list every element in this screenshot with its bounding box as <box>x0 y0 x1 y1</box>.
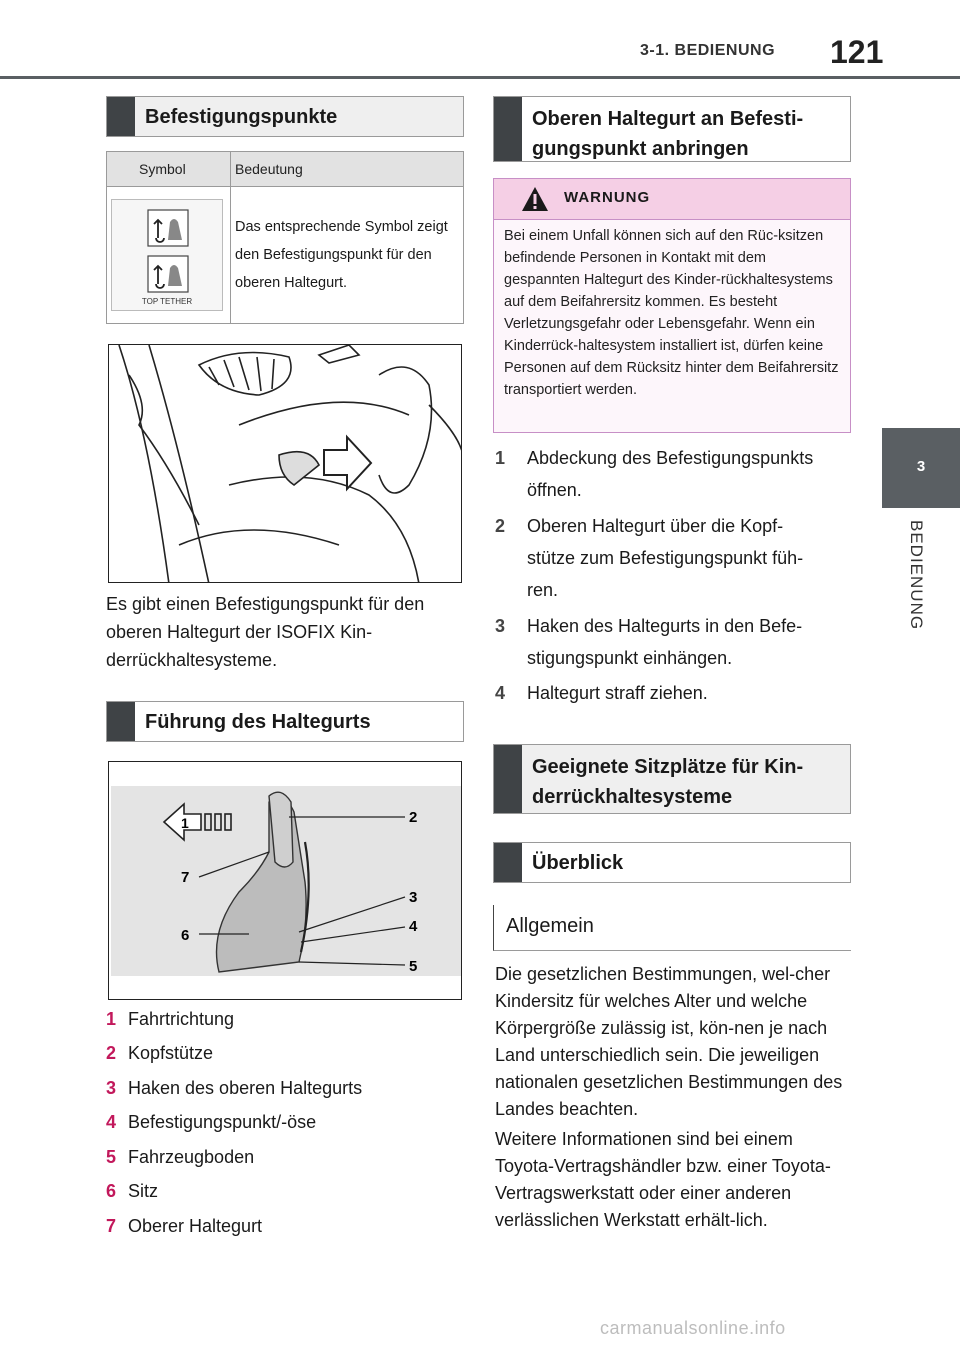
heading-text: Geeignete Sitzplätze für Kin-derrückhaltesysteme <box>532 756 804 808</box>
top-tether-caption: TOP TETHER <box>141 297 193 306</box>
subheading-text: Allgemein <box>506 915 594 937</box>
meaning-cell: Das entsprechende Symbol zeigt den Befestigungspunkt für den oberen Haltegurt. <box>231 187 464 324</box>
dealer-paragraph: Weitere Informationen sind bei einem Toyota-Vertragshändler bzw. einer Toyota-Vertragswerkstatt oder einer anderen verlässlichen Werkstatt erhält-lich. <box>495 1129 831 1230</box>
figure-label-7: 7 <box>181 869 190 886</box>
heading-text: Befestigungspunkte <box>145 106 338 128</box>
heading-bar <box>494 843 522 882</box>
warning-box <box>493 178 851 433</box>
step-item: 1 Abdeckung des Befestigungspunkts öffnen. <box>495 448 814 500</box>
figure-label-5: 5 <box>409 958 418 975</box>
step-item: 3 Haken des Haltegurts in den Befe- stigungspunkt einhängen. <box>495 616 803 668</box>
header-rule <box>0 76 960 79</box>
warning-text: Bei einem Unfall können sich auf den Rüc-ksitzen befindende Personen in Kontakt mit dem gespannten Haltegurt des Kinder-rückhaltesystems auf dem Beifahrersitz kommen. Es besteht Verletzungsgefahr oder Lebensgefahr. Wenn ein Kinderrück-haltesystem installiert ist, dürfen keine Personen auf dem Rücksitz hinter dem Beifahrersitz transportiert werden. <box>504 228 839 398</box>
tether-routing-figure <box>108 761 462 1000</box>
legend-item: 3 Haken des oberen Haltegurts <box>106 1078 363 1098</box>
step-item: 4 Haltegurt straff ziehen. <box>495 683 708 703</box>
heading-text: Überblick <box>532 852 624 874</box>
warning-header <box>494 179 850 220</box>
heading-ueberblick <box>493 842 851 883</box>
heading-befestigungspunkte <box>106 96 464 137</box>
anchor-illustration <box>109 345 462 583</box>
symbol-table <box>106 151 464 324</box>
anchor-location-figure <box>108 344 462 583</box>
heading-bar <box>494 745 522 813</box>
chapter-tab: 3 <box>882 428 960 508</box>
heading-text: Führung des Haltegurts <box>145 711 371 733</box>
legend-item: 6 Sitz <box>106 1181 159 1201</box>
figure-label-1: 1 <box>181 815 189 831</box>
heading-bar <box>494 97 522 161</box>
page-number: 121 <box>830 34 884 70</box>
legend-item: 7 Oberer Haltegurt <box>106 1216 263 1236</box>
legend-item: 1 Fahrtrichtung <box>106 1009 235 1029</box>
legend-item: 2 Kopfstütze <box>106 1043 214 1063</box>
legend-item: 5 Fahrzeugboden <box>106 1147 255 1167</box>
heading-anbringen <box>493 96 851 162</box>
col-meaning: Bedeutung <box>231 152 464 187</box>
symbol-cell <box>107 187 231 324</box>
heading-sitzplaetze <box>493 744 851 814</box>
figure-label-4: 4 <box>409 918 418 935</box>
watermark: carmanualsonline.info <box>600 1318 786 1338</box>
section-title: 3-1. BEDIENUNG <box>640 42 776 59</box>
heading-bar <box>107 97 135 136</box>
heading-text: Oberen Haltegurt an Befesti-gungspunkt anbringen <box>532 108 804 160</box>
step-item: 2 Oberen Haltegurt über die Kopf- stütze zum Befestigungspunkt füh- ren. <box>495 516 804 600</box>
subheading-allgemein <box>493 905 851 951</box>
warning-triangle-icon <box>520 185 550 213</box>
seat-illustration <box>109 762 462 1000</box>
col-symbol: Symbol <box>107 152 231 187</box>
heading-fuehrung <box>106 701 464 742</box>
heading-bar <box>107 702 135 741</box>
figure-label-6: 6 <box>181 927 190 944</box>
warning-label: WARNUNG <box>564 189 651 206</box>
top-tether-symbol <box>111 199 223 311</box>
intro-paragraph: Es gibt einen Befestigungspunkt für den oberen Haltegurt der ISOFIX Kin-derrückhaltesysteme. <box>106 594 425 670</box>
figure-label-3: 3 <box>409 889 418 906</box>
figure-label-2: 2 <box>409 809 418 826</box>
law-paragraph: Die gesetzlichen Bestimmungen, wel-cher Kindersitz für welches Alter und welche Körpergröße zulässig ist, kön-nen je nach Land unterschiedlich sein. Die jeweiligen nationalen gesetzlichen Bestimmungen des Landes beachten. <box>495 964 843 1119</box>
child-seat-anchor-icon <box>112 200 224 312</box>
chapter-label: BEDIENUNG <box>907 520 926 631</box>
legend-item: 4 Befestigungspunkt/-öse <box>106 1112 317 1132</box>
